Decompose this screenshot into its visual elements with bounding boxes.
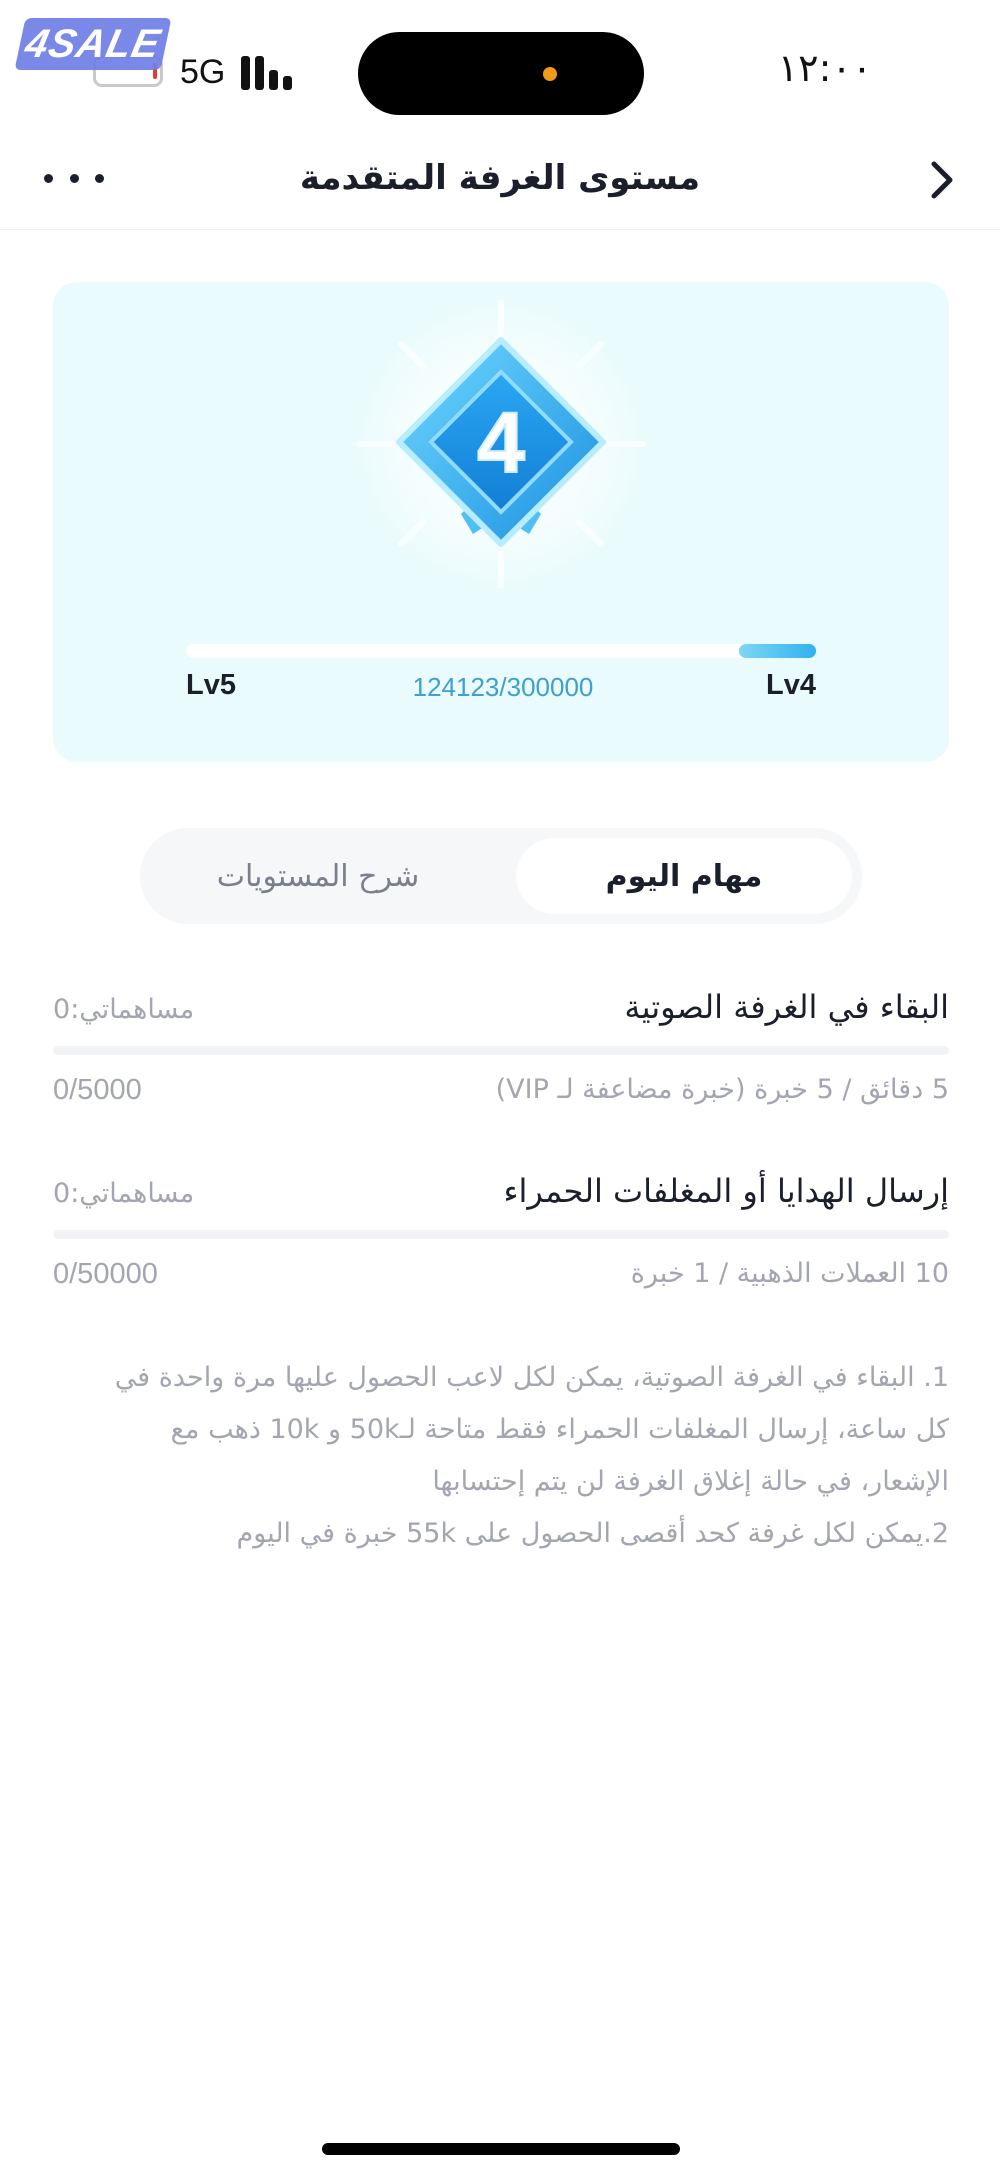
more-dots-icon xyxy=(44,174,53,183)
task-description: 5 دقائق / 5 خبرة (خبرة مضاعفة لـ VIP) xyxy=(495,1074,949,1105)
rules-notes xyxy=(80,1352,949,1560)
watermark-text: 4SALE xyxy=(21,21,165,66)
recording-dot-icon xyxy=(543,67,557,81)
level-progress-bar xyxy=(186,644,816,658)
status-time: ١٢:٠٠ xyxy=(777,46,873,90)
task-progress-text: 0/50000 xyxy=(53,1258,158,1290)
task-progress-bar xyxy=(53,1230,949,1239)
rule-note-2: 2.يمكن لكل غرفة كحد أقصى الحصول على 55k خبرة في اليوم xyxy=(236,1518,949,1549)
task-title: البقاء في الغرفة الصوتية xyxy=(624,988,949,1026)
home-indicator[interactable] xyxy=(322,2143,680,2155)
level-card xyxy=(53,282,949,762)
task-contribution: مساهماتي:0 xyxy=(53,994,195,1025)
current-level-label: Lv4 xyxy=(766,669,816,701)
task-progress-text: 0/5000 xyxy=(53,1074,142,1106)
task-contribution: مساهماتي:0 xyxy=(53,1178,195,1209)
back-button[interactable] xyxy=(924,160,960,200)
signal-icon xyxy=(241,56,295,90)
task-item xyxy=(53,988,949,1118)
badge-number: 4 xyxy=(477,395,525,491)
page-title: مستوى الغرفة المتقدمة xyxy=(299,158,701,198)
task-progress-bar xyxy=(53,1046,949,1055)
tabs xyxy=(140,828,862,924)
task-title: إرسال الهدايا أو المغلفات الحمراء xyxy=(503,1172,949,1210)
tab-daily-tasks[interactable]: مهام اليوم xyxy=(516,838,852,914)
more-options-button[interactable] xyxy=(44,158,104,198)
network-type: 5G xyxy=(180,53,226,91)
level-badge-icon xyxy=(351,294,651,594)
task-description: 10 العملات الذهبية / 1 خبرة xyxy=(630,1258,949,1289)
task-item xyxy=(53,1172,949,1302)
level-progress-text: 124123/300000 xyxy=(412,672,594,702)
level-progress-fill xyxy=(739,644,816,658)
rule-note-1: 1. البقاء في الغرفة الصوتية، يمكن لكل لاعب الحصول عليها مرة واحدة في كل ساعة، إرسال المغلفات الحمراء فقط متاحة لـ50k و 10k ذهب مع الإشعار، في حالة إغلاق الغرفة لن يتم إحتسابها xyxy=(114,1362,949,1497)
chevron-right-icon xyxy=(924,160,960,200)
next-level-label: Lv5 xyxy=(186,669,236,701)
dynamic-island xyxy=(358,32,644,115)
nav-bar xyxy=(0,140,1000,230)
watermark-logo xyxy=(14,18,171,70)
tab-level-explanation[interactable]: شرح المستويات xyxy=(216,858,420,894)
